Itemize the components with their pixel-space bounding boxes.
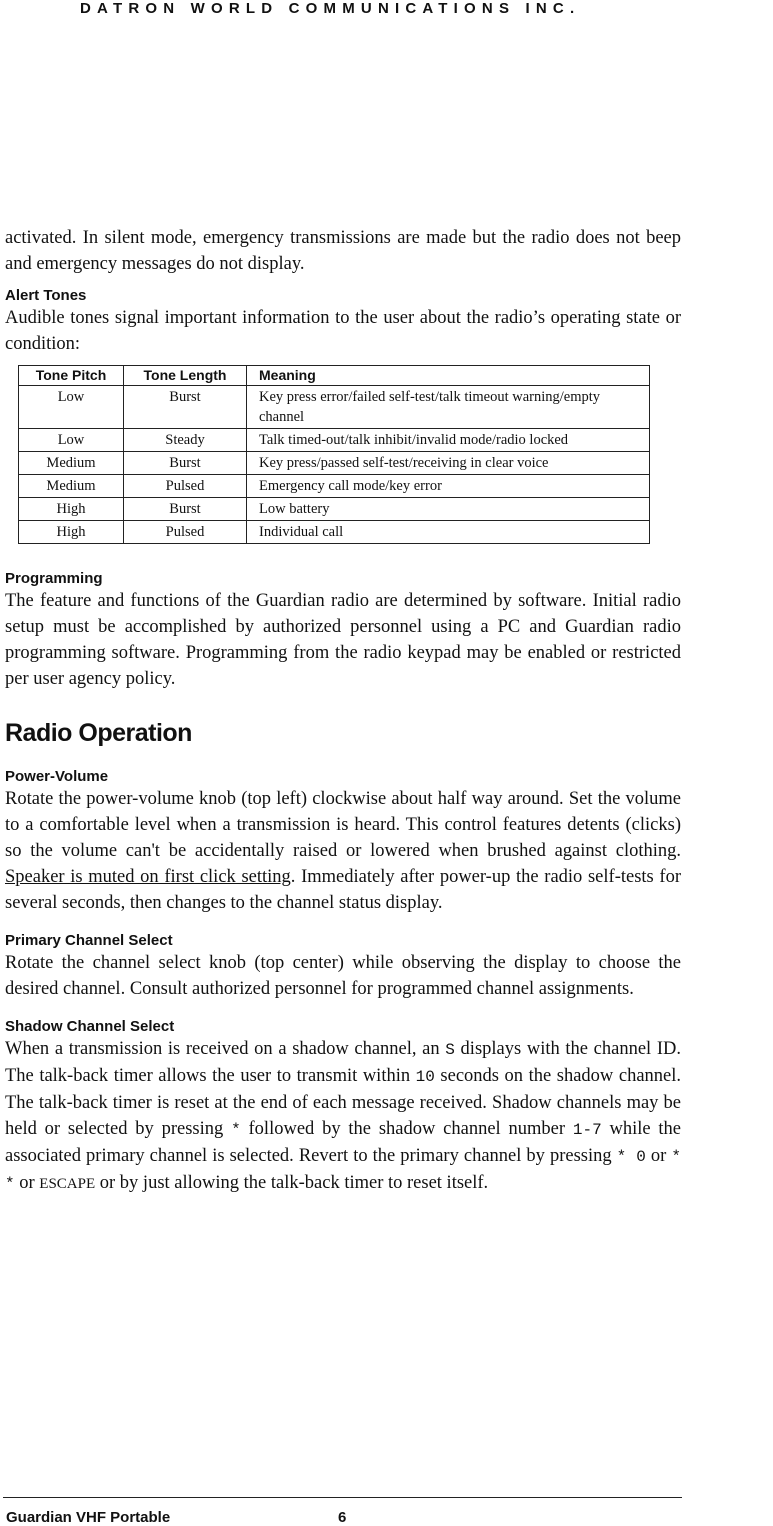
tone-pitch-cell: Low bbox=[19, 429, 124, 452]
tone-pitch-cell: Medium bbox=[19, 452, 124, 475]
shadow-text: while the associated primary channel is selected. Revert to the primary channel by pressing bbox=[5, 1119, 682, 1166]
column-header-tone-length: Tone Length bbox=[124, 366, 247, 386]
alert-tones-table bbox=[18, 365, 650, 544]
shadow-indicator-key: S bbox=[445, 1041, 455, 1059]
shadow-text: When a transmission is received on a shadow channel, an bbox=[5, 1039, 446, 1059]
tone-length-cell: Steady bbox=[124, 429, 247, 452]
programming-heading: Programming bbox=[5, 570, 103, 587]
talk-back-seconds: 10 bbox=[415, 1068, 435, 1086]
tone-pitch-cell: High bbox=[19, 498, 124, 521]
shadow-text: displays with the channel ID. The talk-back timer allows the user to transmit within bbox=[5, 1039, 681, 1086]
star-star-key: * * bbox=[5, 1148, 681, 1193]
radio-operation-heading: Radio Operation bbox=[5, 719, 192, 747]
intro-paragraph: activated. In silent mode, emergency transmissions are made but the radio does not beep and emergency messages do not display. bbox=[5, 228, 681, 274]
column-header-meaning: Meaning bbox=[247, 366, 650, 386]
page-content bbox=[5, 225, 681, 1197]
speaker-muted-note: Speaker is muted on first click setting bbox=[5, 867, 291, 887]
tone-length-cell: Burst bbox=[124, 498, 247, 521]
table-row bbox=[19, 452, 650, 475]
table-row bbox=[19, 521, 650, 544]
shadow-text: followed by the shadow channel number bbox=[240, 1119, 573, 1139]
primary-channel-heading: Primary Channel Select bbox=[5, 932, 173, 949]
meaning-cell: Key press/passed self-test/receiving in clear voice bbox=[247, 452, 650, 475]
power-volume-paragraph bbox=[5, 786, 681, 916]
shadow-text: or by just allowing the talk-back timer to reset itself. bbox=[95, 1173, 489, 1193]
meaning-cell: Emergency call mode/key error bbox=[247, 475, 650, 498]
power-volume-text: Rotate the power-volume knob (top left) clockwise about half way around. Set the volume to a comfortable level when a transmission is heard. This control features detents (clicks) so the volume can't be accidentally raised or lowered when brushed against clothing. bbox=[5, 789, 681, 861]
tone-pitch-cell: Medium bbox=[19, 475, 124, 498]
footer-divider bbox=[3, 1497, 682, 1498]
table-header-row bbox=[19, 366, 650, 386]
shadow-channel-paragraph bbox=[5, 1036, 681, 1197]
shadow-number-range: 1-7 bbox=[572, 1121, 602, 1139]
power-volume-text-end: . Immediately after power-up the radio self-tests for several seconds, then changes to the channel status display. bbox=[5, 867, 681, 913]
column-header-tone-pitch: Tone Pitch bbox=[19, 366, 124, 386]
footer-title: Guardian VHF Portable bbox=[6, 1509, 171, 1526]
star-zero-key: * 0 bbox=[616, 1148, 646, 1166]
table-row bbox=[19, 386, 650, 429]
meaning-cell: Key press error/failed self-test/talk timeout warning/empty channel bbox=[247, 386, 650, 429]
shadow-text: seconds on the shadow channel. The talk-back timer is reset at the end of each message received. Shadow channels may be held or selected by pressing bbox=[5, 1066, 682, 1139]
running-header: DATRON WORLD COMMUNICATIONS INC. bbox=[80, 0, 581, 17]
meaning-cell: Talk timed-out/talk inhibit/invalid mode/radio locked bbox=[247, 429, 650, 452]
escape-key: ESCAPE bbox=[39, 1176, 96, 1192]
power-volume-heading: Power-Volume bbox=[5, 768, 109, 785]
tone-length-cell: Burst bbox=[124, 452, 247, 475]
alert-tones-heading: Alert Tones bbox=[5, 287, 87, 304]
tone-length-cell: Burst bbox=[124, 386, 247, 429]
star-key: * bbox=[231, 1121, 241, 1139]
tone-length-cell: Pulsed bbox=[124, 521, 247, 544]
programming-paragraph: The feature and functions of the Guardian radio are determined by software. Initial radio setup must be accomplished by authorized personnel using a PC and Guardian radio programming software. Programming from the radio keypad may be enabled or restricted per user agency policy. bbox=[5, 591, 681, 689]
tone-length-cell: Pulsed bbox=[124, 475, 247, 498]
primary-channel-paragraph: Rotate the channel select knob (top center) while observing the display to choose the desired channel. Consult authorized personnel for programmed channel assignments. bbox=[5, 953, 681, 999]
page-number: 6 bbox=[338, 1509, 347, 1526]
table-row bbox=[19, 475, 650, 498]
tone-pitch-cell: High bbox=[19, 521, 124, 544]
shadow-text: or bbox=[14, 1173, 40, 1193]
tone-pitch-cell: Low bbox=[19, 386, 124, 429]
meaning-cell: Low battery bbox=[247, 498, 650, 521]
alert-tones-paragraph: Audible tones signal important information to the user about the radio’s operating state or condition: bbox=[5, 308, 681, 354]
shadow-channel-heading: Shadow Channel Select bbox=[5, 1018, 175, 1035]
shadow-text: or bbox=[645, 1146, 672, 1166]
table-row bbox=[19, 429, 650, 452]
meaning-cell: Individual call bbox=[247, 521, 650, 544]
table-row bbox=[19, 498, 650, 521]
